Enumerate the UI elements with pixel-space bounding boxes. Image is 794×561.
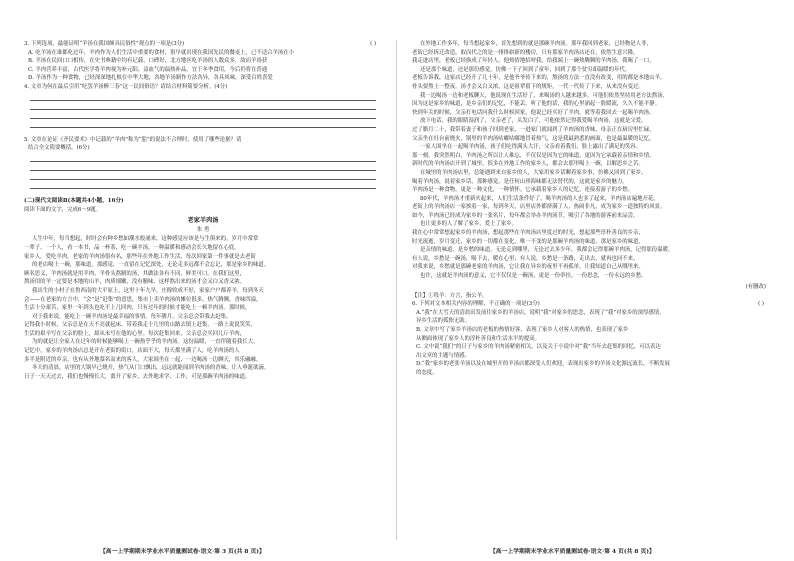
- question-6-option: B. 文章中写了家乡羊汤店的老板的热情好客，表现了家乡人对客人的热情，也表现了家乡: [416, 327, 629, 333]
- footnote: 【注】①羖羊：方言，指公羊。: [412, 292, 488, 299]
- article-line: 家乡人，爱吃羊肉。老家的羊肉汤很有名，那些年在外地工作生活，每次回家第一件事就是去老街: [24, 253, 256, 260]
- article-line: 为的就是让全家人在过年的时候能够喝上一碗热乎乎的羊肉汤。这份温暖，一直伴随着我长大。: [32, 339, 259, 346]
- page-4-footer: 【高一上学期期末学业水平质量测试卷·语文·第 4 页(共 8 页)】: [490, 549, 655, 555]
- article-line: 我在心中常常想起家乡的羊肉汤，想起那些在羊肉汤店里度过的时光，想起那些淳朴善良的乡亲，: [412, 230, 644, 237]
- article-line: 也许，这就是羊肉汤的意义，它不仅仅是一碗汤，更是一份牵挂，一份思念，一份永远的乡愁。: [420, 273, 647, 280]
- question-3-option-a: A. 吃羊汤在谁都吃过年，羊肉作为人们生活中重要的食材，很早就出现在我国先民的餐桌上，已不适合羊汤在小: [28, 49, 295, 56]
- question-6-option: 从侧面体现了家乡人的淳朴善良和生活水平的提高。: [416, 335, 540, 342]
- question-3-stem: [24, 40, 382, 49]
- question-6-option: 出文章的主题与情感。: [416, 352, 470, 359]
- article-line: 喝着羊肉汤，说着家乡话，那种感觉，是任何山珍海味都无法替代的，这就是家乡的魅力。: [412, 178, 628, 185]
- article-line: 记忆中，家乡的羊肉汤店总是开在老街的街口，店面不大，每天都坐满了人，吃羊肉汤的人: [24, 348, 240, 355]
- article-line: 熬汤用的羊一定要是本地的山羊，肉质细嫩，没有膻味，这样熬出来的汤才会又白又香又浓。: [24, 279, 246, 286]
- question-6-stem: [412, 300, 770, 309]
- question-3-option-c: C. 羊肉营养丰富，古代医学将羊肉视为补元阳、益血气的温热补品，宜于冬季食用，今后仍将在普通: [28, 66, 268, 73]
- question-6-option: 的态度。: [416, 369, 438, 376]
- section-title: (二)现代文阅读Ⅱ(本题共4小题，16分): [24, 197, 124, 204]
- question-4-stem: 4. 文章为何在最后引用“吃罢羊汤醉三春”这一民间俗语？请结合材料简要分析。(4分): [24, 83, 228, 90]
- question-3-option-d: D. 羊汤作为一种食物，已经深深地扎根在中华大地，各地羊汤制作方法各异，各具风味，深受百姓喜爱: [28, 75, 273, 82]
- article-line: 老板告诉我，这家店已经开了几十年，是他爷爷传下来的，熬汤的方法一直没有改变，用的都是本地山羊，: [412, 75, 666, 82]
- question-6-text: 6. 下列对文本相关内容的理解，不正确的一项是(3分): [412, 301, 540, 308]
- article-line: 生活十分艰苦，家里一年到头也吃不上几回肉，只有过年的时候才能吃上一顿羊肉汤。那时候，: [24, 305, 251, 312]
- article-line: 时光流逝，岁月变迁，家乡的一切都在变化，唯一不变的是那碗羊肉汤的味道，那是家乡的味道，: [412, 238, 644, 245]
- article-body: [24, 235, 382, 381]
- article-line: 记得我小时候，父亲总是在天不亮就起床，带着我走十几里的山路去镇上赶集，一路上说说笑笑，: [24, 322, 256, 329]
- article-line: 羊肉汤是一种食物，更是一种文化，一种情怀。它承载着家乡人的记忆，连接着游子的乡愁。: [412, 187, 634, 194]
- article-line: 我走进店里，老板已经换成了年轻人，他热情地招呼我，给我端上一碗热腾腾的羊肉汤，我喝了一口，: [412, 58, 655, 65]
- article-line: 在城里的羊肉汤店里，总能遇到来自家乡的人，大家用家乡话聊着家乡事，仿佛又回到了家乡。: [420, 169, 647, 176]
- article-line: 会——在老家的方言中，“会”是“赶集”的意思，集市上卖羊肉汤的摊位很多，热气腾腾，香味四溢，: [24, 296, 262, 303]
- article-line: 的老店喝上一碗，那味道，那感觉，一直留在记忆深处，无论走多远都不会忘记，那是家乡的味道。: [32, 262, 270, 269]
- article-line: 冬天的清晨，店里的大锅早已烧开，热气从门口飘出，远远就能闻到羊肉汤的香味，让人垂涎欲滴。: [32, 365, 270, 372]
- answer-line[interactable]: [30, 179, 376, 180]
- article-line: 父亲坐在灶台前烧火，锅里的羊肉汤咕嘟咕嘟地冒着热气，这是我最熟悉的画面，也是最温暖的记忆。: [412, 135, 655, 142]
- question-6-option: C. 文中说“我们”的日子与家乡的羊肉汤紧密相关，以及关于小说中对“我”当年去赶集的回忆，可以表达: [416, 344, 661, 351]
- article-line: 80年代，羊肉汤才重新火起来，人们生活条件好了，喝羊肉汤的人也多了起来，羊肉汤店遍地开花，: [420, 195, 659, 202]
- question-5-stem: 5. 文章在论证《齐民要术》中记载的“羊肉”称为“脍”的说法不合理时，使用了哪些论据？请: [24, 136, 242, 143]
- article-line: 那一刻，我突然明白，羊肉汤之所以让人难忘，不仅仅是因为它的味道，更因为它承载着亲情和乡情。: [412, 152, 655, 159]
- answer-line[interactable]: [30, 161, 376, 162]
- page-3: [24, 40, 382, 552]
- question-6-options: [412, 309, 770, 378]
- question-6-option: A.“我”在大雪天的清晨出发前往家乡的羊汤店，说明“我”对家乡的思念，表现了“我”对家乡的深厚感情。: [416, 309, 665, 316]
- article-line: 是亲情的味道，是乡愁的味道。无论走到哪里，无论过去多少年，我都会记得那碗羊肉汤，记得那份温暖。: [420, 247, 674, 254]
- article-line: 老街上的羊肉汤店一家挨着一家，每到冬天，店里店外都挤满了人，热闹非凡，成为家乡一道独特的风景。: [412, 204, 666, 211]
- article-line: 如今，羊肉汤已经成为家乡的一张名片，每年都会举办羊肉汤节，吸引了各地的游客前来品尝，: [412, 212, 639, 219]
- question-3-text: 3. 下列选项，最能证明“羊汤在我国颇具民俗性”观点的一项是(3分): [24, 41, 185, 47]
- question-6-option: 异乡生活的孤独无助。: [416, 318, 470, 325]
- answer-line[interactable]: [30, 170, 376, 171]
- article-line: 我出生的小村子在鲁西南的大平原上，这里十年九旱，庄稼收成不好，家家户户都养羊，每到冬天: [32, 287, 264, 294]
- article-line: 多半是附近的乡亲，也有从外地慕名而来的客人，大家围坐在一起，一边喝汤一边聊天，其乐融融。: [24, 356, 262, 363]
- article-line: 骨头要熬上一整夜，汤才会又白又浓，这是祖辈留下的规矩，一代一代传了下来，从来没有变过。: [412, 83, 644, 90]
- article-line: 对于我来说，能吃上一碗羊肉汤是最幸福的事情。每年腊月，父亲总会带我去赶集。: [32, 313, 232, 320]
- article-line: 有人说，乡愁是一碗汤，喝下去，暖在心里；有人说，乡愁是一条路，走出去，就再也回不来。: [412, 255, 639, 262]
- article-line: 一家人围坐在一起喝羊肉汤，孩子们吃得满头大汗，父亲看着我们，脸上露出了满足的笑容。: [420, 144, 642, 151]
- article-line: 新时代的羊肉汤店开到了城里，很多在外地工作的家乡人，都会去那里喝上一碗，以解思乡之苦。: [412, 161, 644, 168]
- answer-line[interactable]: [30, 188, 376, 189]
- article-title: 老家羊肉汤: [187, 217, 219, 225]
- page-divider: [396, 40, 397, 540]
- source-note: (有删改): [745, 283, 766, 290]
- question-3-option-b: B. 羊汤在民间口口相传，在史书典籍中均有记载，口碑好，北方地区吃羊汤的人数众多，故而羊汤获: [28, 58, 268, 65]
- article-line: 对我来说，乡愁就是那碗老家的羊肉汤，它让我在异乡的夜里不再孤单，让我知道自己从哪里来。: [412, 264, 644, 271]
- article-line: 日子一天天过去，我们也慢慢长大，离开了家乡，去外地求学、工作，可是那碗羊肉汤的味道，: [24, 373, 251, 380]
- article-line: 也让更多的人了解了家乡，爱上了家乡。: [420, 221, 518, 228]
- article-line: 因为这是家乡的味道，是乡亲们的记忆，不能丢。听了他的话，我的心里涌起一股暖流，久久不能平静。: [412, 101, 660, 108]
- article-line: 放下电话，我的眼睛湿润了，父亲老了，头发白了，可他依然记得我爱喝羊肉汤，这就是父爱。: [420, 118, 647, 125]
- article-line: 人生中年，每当想起，时时会有种乡愁如潮水般涌来，这种感觉应该是与生俱来的，岁月中常常: [32, 236, 259, 243]
- article-line: 老街已经拆迁改造，取而代之的是一排排崭新的楼房，只有那家羊肉汤店还在，依然生意兴隆。: [412, 49, 639, 56]
- page-4: [412, 40, 770, 552]
- article-line: 在外地工作多年，每当想起家乡，首先想到的就是那碗羊肉汤。那年我回到老家，已经物是人非，: [420, 41, 652, 47]
- question-5-stem-continued: 结合全文简要概括。(6分): [28, 145, 90, 152]
- answer-line[interactable]: [30, 127, 376, 128]
- question-6-option: D.“我”家乡的老张羊汤以及在城里开的羊汤店都深受人们欢迎，表现出家乡的羊汤文化源远流长，不断发展: [416, 361, 670, 368]
- article-line: 过了腊月二十，我带着妻子和孩子回到老家，一进家门就闻到了羊肉汤的香味，母亲正在厨房里忙碌，: [412, 126, 655, 133]
- article-line: 生活的艰辛写在父亲的脸上，却从未写在他的心里。每次赶集回来，父亲总会买回几斤羊肉，: [24, 330, 246, 337]
- article-author: 朱 勇: [196, 227, 210, 234]
- answer-line[interactable]: [30, 109, 376, 110]
- article-line: 还是那个味道，还是那份感觉，仿佛一下子回到了童年，回到了那个贫穷却温暖的年代。: [420, 66, 631, 73]
- page-3-footer: 【高一上学期期末学业水平质量测试卷·语文·第 3 页(共 8 页)】: [100, 549, 265, 555]
- answer-paren: ( ): [758, 301, 764, 308]
- article-line: 顾名思义，羊肉汤就是用羊肉、羊骨头熬制的汤，其做法各有不同，鲜美可口。在我们这里，: [24, 270, 246, 277]
- article-line: 我一边喝汤一边和老板聊天，他说现在生活好了，来喝汤的人越来越多，可他们依然坚持用老方法熬汤，: [420, 92, 668, 99]
- answer-line[interactable]: [30, 118, 376, 119]
- answer-paren: ( ): [370, 41, 376, 47]
- article-line: 一辈子。一个人，看一本书，品一杯茶，吃一碗羊汤，一种温暖和感动会长久地留在心底。: [24, 244, 240, 251]
- article-line: 快到年关的时候，父亲打电话问我什么时候回家，他说已经买好了羊肉，就等着我回去一起喝羊肉汤。: [412, 109, 655, 116]
- article-body-continued: [412, 40, 770, 281]
- section-instruction: 阅读下面的文字，完成6～9题。: [24, 206, 101, 213]
- answer-line[interactable]: [30, 100, 376, 101]
